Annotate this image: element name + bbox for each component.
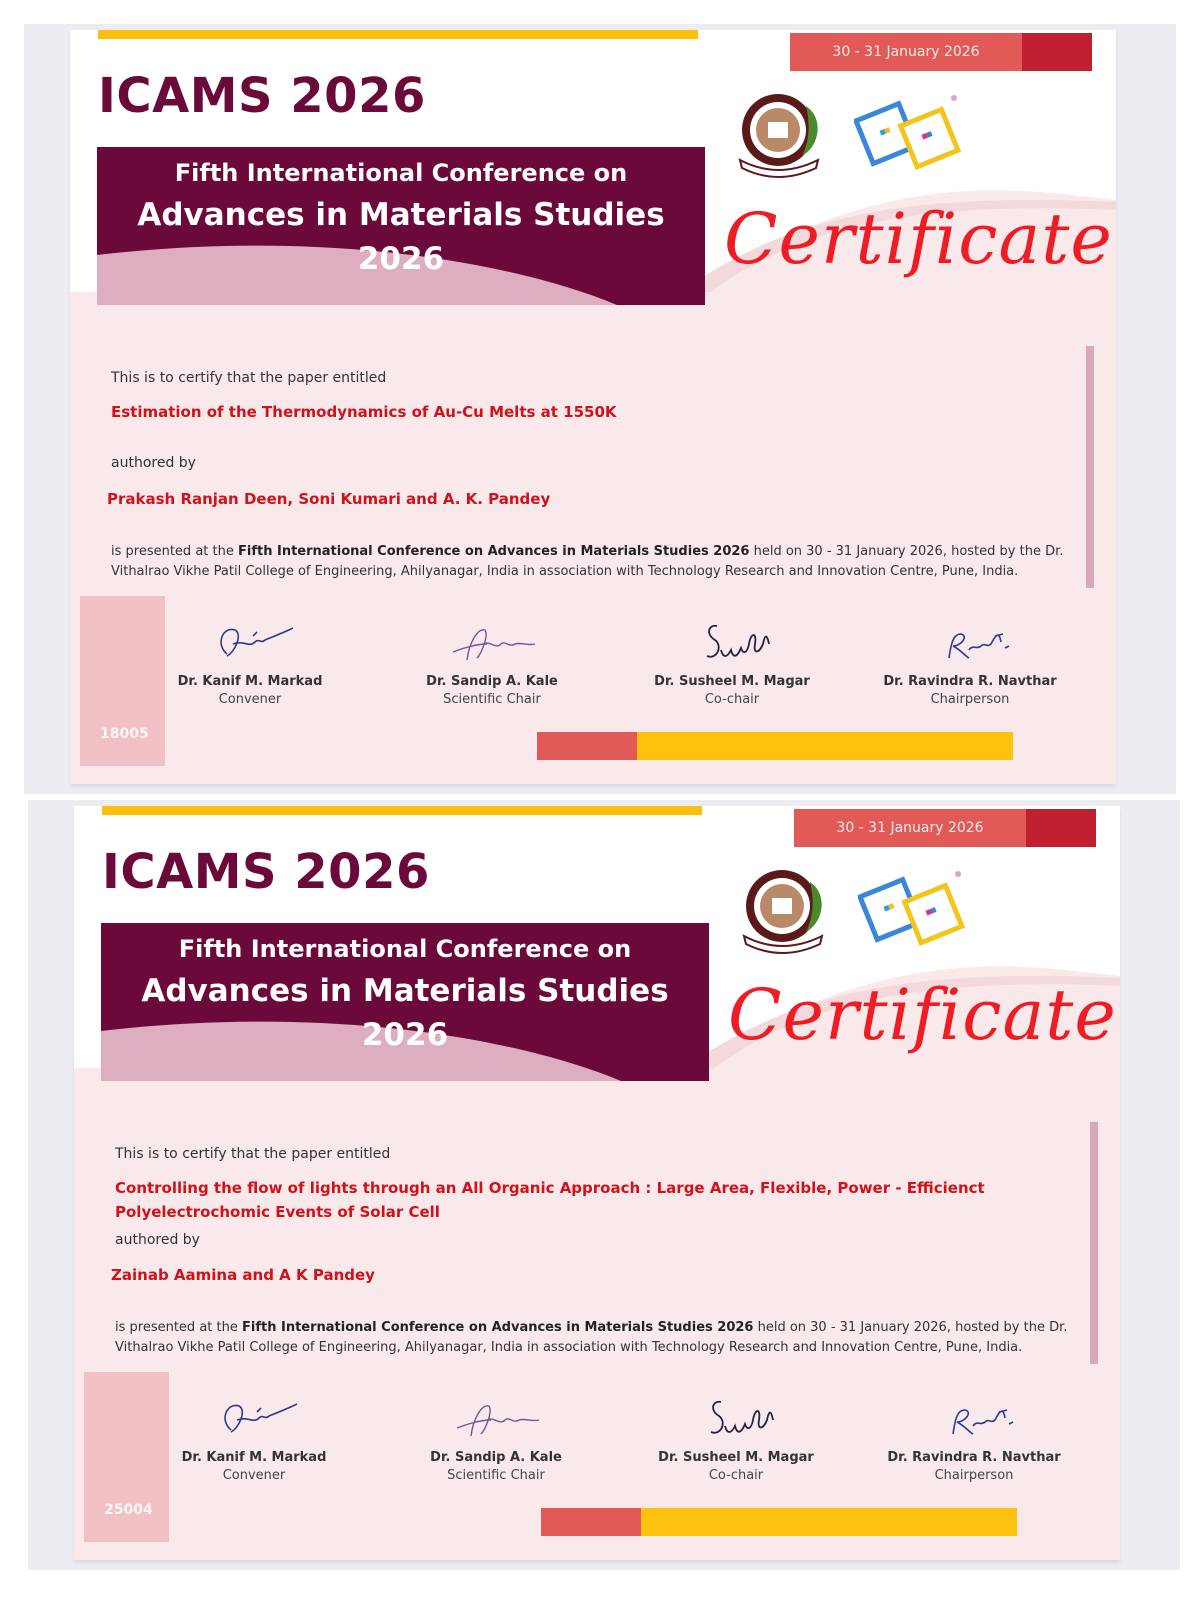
signatory-scientific-chair: [386, 1390, 606, 1483]
certificate-number: 18005: [100, 726, 149, 742]
signatory-role: Chairperson: [934, 1468, 1014, 1483]
certify-intro: This is to certify that the paper entitled: [115, 1146, 391, 1162]
date-band-accent: [1026, 809, 1096, 847]
signature-kanif: [209, 1390, 299, 1448]
college-seal-icon: [732, 88, 832, 188]
college-seal-icon: [736, 864, 836, 964]
signatory-name: Dr. Sandip A. Kale: [426, 674, 558, 689]
signatory-chairperson: [860, 614, 1080, 707]
conference-short-title: ICAMS 2026: [98, 68, 426, 124]
bottom-yellow-bar: [637, 732, 1013, 760]
certificate-frame-2: [28, 800, 1180, 1570]
certificate-card: [70, 30, 1116, 784]
paper-title: Controlling the flow of lights through an All Organic Approach : Large Area, Flexible, Power - Efficienct Polyelectrochomic Events of Solar Cell: [115, 1179, 985, 1221]
signatory-role: Co-chair: [708, 1468, 764, 1483]
presented-prefix: is presented at the: [115, 1320, 238, 1335]
presented-suffix: held on 30 - 31 January 2026, hosted by the Dr. Vithalrao Vikhe Patil College of Engineering, Ahilyanagar, India in association with Technology Research and Innovation Centre, Pune, India.: [115, 1320, 1068, 1355]
top-yellow-strip: [102, 806, 702, 815]
signatory-name: Dr. Susheel M. Magar: [658, 1450, 814, 1465]
certificate-card: [74, 806, 1120, 1560]
title-banner-text: [101, 923, 709, 1081]
conference-logo-icon: [858, 868, 968, 952]
conference-logo-icon: [854, 92, 964, 176]
authored-by-label: authored by: [115, 1232, 200, 1248]
top-yellow-strip: [98, 30, 698, 39]
signatory-role: Scientific Chair: [443, 692, 541, 707]
presentation-statement: [115, 1318, 1075, 1358]
signatory-scientific-chair: [382, 614, 602, 707]
signature-sandip: [451, 1390, 541, 1448]
signatory-name: Dr. Sandip A. Kale: [430, 1450, 562, 1465]
signatory-co-chair: [622, 614, 842, 707]
signatory-role: Convener: [222, 1468, 286, 1483]
bottom-coral-bar: [537, 732, 637, 760]
banner-line-2: Advances in Materials Studies: [137, 197, 665, 233]
signatory-name: Dr. Susheel M. Magar: [654, 674, 810, 689]
signatory-chairperson: [864, 1390, 1084, 1483]
signatory-co-chair: [626, 1390, 846, 1483]
signatory-role: Co-chair: [704, 692, 760, 707]
right-accent-bar: [1090, 1122, 1098, 1364]
signatory-name: Dr. Ravindra R. Navthar: [883, 674, 1057, 689]
authors: Zainab Aamina and A K Pandey: [111, 1266, 375, 1284]
certificate-heading: Certificate: [728, 974, 1117, 1056]
date-band: [794, 809, 1096, 847]
signatory-role: Scientific Chair: [447, 1468, 545, 1483]
banner-line-3: 2026: [357, 241, 445, 277]
authored-by-label: authored by: [111, 455, 196, 471]
event-date: 30 - 31 January 2026: [832, 44, 980, 60]
signatory-name: Dr. Kanif M. Markad: [181, 1450, 327, 1465]
signatory-role: Convener: [218, 692, 282, 707]
presented-suffix: held on 30 - 31 January 2026, hosted by the Dr. Vithalrao Vikhe Patil College of Engineering, Ahilyanagar, India in association with Technology Research and Innovation Centre, Pune, India.: [111, 544, 1064, 579]
presented-conference: Fifth International Conference on Advances in Materials Studies 2026: [242, 1320, 754, 1335]
signature-sandip: [447, 614, 537, 672]
bottom-coral-bar: [541, 1508, 641, 1536]
signatory-name: Dr. Ravindra R. Navthar: [887, 1450, 1061, 1465]
banner-line-1: Fifth International Conference on: [174, 159, 628, 187]
certificate-number: 25004: [104, 1502, 153, 1518]
presented-prefix: is presented at the: [111, 544, 234, 559]
signatory-convener: [140, 614, 360, 707]
authors: Prakash Ranjan Deen, Soni Kumari and A. K. Pandey: [107, 490, 551, 508]
banner-line-3: 2026: [361, 1017, 449, 1053]
signature-susheel: [691, 1390, 781, 1448]
presented-conference: Fifth International Conference on Advances in Materials Studies 2026: [238, 544, 750, 559]
event-date: 30 - 31 January 2026: [836, 820, 984, 836]
certificate-heading: Certificate: [724, 198, 1113, 280]
certificate-frame-1: [24, 24, 1176, 794]
conference-short-title: ICAMS 2026: [102, 844, 430, 900]
paper-title: Estimation of the Thermodynamics of Au-Cu Melts at 1550K: [111, 403, 617, 421]
date-band: [790, 33, 1092, 71]
presentation-statement: [111, 542, 1071, 582]
date-band-accent: [1022, 33, 1092, 71]
banner-line-2: Advances in Materials Studies: [141, 973, 669, 1009]
certify-intro: This is to certify that the paper entitled: [111, 370, 387, 386]
signatory-role: Chairperson: [930, 692, 1010, 707]
signatory-convener: [144, 1390, 364, 1483]
signature-susheel: [687, 614, 777, 672]
signature-ravindra: [929, 1390, 1019, 1448]
signature-ravindra: [925, 614, 1015, 672]
banner-line-1: Fifth International Conference on: [178, 935, 632, 963]
title-banner-text: [97, 147, 705, 305]
signature-kanif: [205, 614, 295, 672]
signatory-name: Dr. Kanif M. Markad: [177, 674, 323, 689]
right-accent-bar: [1086, 346, 1094, 588]
bottom-yellow-bar: [641, 1508, 1017, 1536]
